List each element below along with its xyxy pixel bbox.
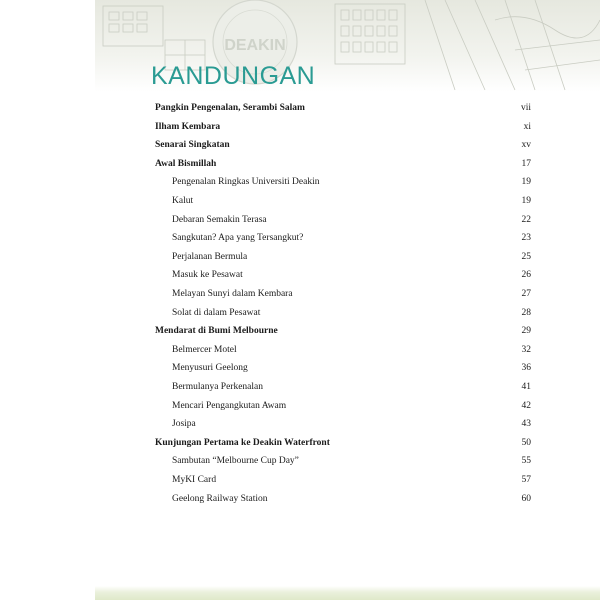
toc-entry-page-number: 43 xyxy=(521,419,531,430)
toc-entry-page-number: 19 xyxy=(521,196,531,206)
toc-entry-label: Geelong Railway Station xyxy=(172,493,268,504)
toc-entry-label: Solat di dalam Pesawat xyxy=(172,307,261,318)
toc-subsection-entry xyxy=(172,231,531,245)
toc-entry-page-number: vii xyxy=(520,103,531,113)
toc-entry-label: Mendarat di Bumi Melbourne xyxy=(155,326,278,337)
toc-subsection-entry xyxy=(172,213,531,227)
toc-subsection-entry xyxy=(172,343,531,357)
toc-chapter-entry xyxy=(155,101,531,115)
toc-entry-label: Pangkin Pengenalan, Serambi Salam xyxy=(155,103,305,113)
toc-entry-label: Pengenalan Ringkas Universiti Deakin xyxy=(172,177,320,188)
toc-entry-page-number: xv xyxy=(521,140,531,151)
toc-entry-label: Perjalanan Bermula xyxy=(172,251,248,262)
footer-band xyxy=(95,586,600,600)
toc-entry-page-number: 60 xyxy=(521,493,531,504)
toc-entry-page-number: 42 xyxy=(521,400,531,411)
toc-entry-label: Josipa xyxy=(172,419,196,430)
toc-entry-label: Kunjungan Pertama ke Deakin Waterfront xyxy=(155,437,330,448)
toc-chapter-entry xyxy=(155,324,531,338)
toc-entry-page-number: 19 xyxy=(521,177,531,188)
toc-entry-page-number: 50 xyxy=(521,437,531,448)
toc-subsection-entry xyxy=(172,361,531,375)
toc-subsection-entry xyxy=(172,175,531,189)
toc-subsection-entry xyxy=(172,399,531,413)
toc-subsection-entry xyxy=(172,454,531,468)
toc-entry-label: Melayan Sunyi dalam Kembara xyxy=(172,289,293,299)
toc-chapter-entry xyxy=(155,436,531,450)
toc-entry-label: Awal Bismillah xyxy=(155,158,217,169)
book-page xyxy=(95,0,600,600)
toc-entry-page-number: 36 xyxy=(521,363,531,374)
toc-entry-page-number: xi xyxy=(523,121,531,132)
toc-entry-page-number: 26 xyxy=(521,270,531,281)
toc-chapter-entry xyxy=(155,120,531,134)
toc-entry-page-number: 22 xyxy=(521,214,531,225)
toc-subsection-entry xyxy=(172,268,531,282)
toc-entry-label: MyKI Card xyxy=(172,475,217,485)
toc-entry-page-number: 23 xyxy=(521,233,531,244)
toc-entry-label: Debaran Semakin Terasa xyxy=(172,214,267,225)
toc-entry-page-number: 17 xyxy=(521,158,531,169)
toc-chapter-entry xyxy=(155,157,531,171)
toc-subsection-entry xyxy=(172,306,531,320)
toc-entry-page-number: 27 xyxy=(521,289,531,299)
toc-subsection-entry xyxy=(172,250,531,264)
toc-subsection-entry xyxy=(172,417,531,431)
toc-chapter-entry xyxy=(155,138,531,152)
toc-entry-label: Masuk ke Pesawat xyxy=(172,270,243,281)
toc-entry-label: Sangkutan? Apa yang Tersangkut? xyxy=(172,233,304,244)
toc-entry-label: Sambutan “Melbourne Cup Day” xyxy=(172,456,299,467)
page-title: KANDUNGAN xyxy=(151,62,316,90)
toc-entry-label: Belmercer Motel xyxy=(172,344,237,355)
toc-subsection-entry xyxy=(172,287,531,301)
toc-entry-label: Bermulanya Perkenalan xyxy=(172,382,264,392)
toc-entry-page-number: 57 xyxy=(521,475,531,485)
toc-subsection-entry xyxy=(172,492,531,506)
toc-entry-page-number: 32 xyxy=(521,344,531,355)
toc-subsection-entry xyxy=(172,380,531,394)
toc-entry-label: Menyusuri Geelong xyxy=(172,363,248,374)
toc-subsection-entry xyxy=(172,473,531,487)
deakin-logo-text: DEAKIN xyxy=(224,37,286,54)
toc-entry-page-number: 28 xyxy=(521,307,531,318)
toc-entry-label: Senarai Singkatan xyxy=(155,140,230,151)
toc-entry-page-number: 25 xyxy=(521,251,531,262)
toc-entry-page-number: 55 xyxy=(521,456,531,467)
toc-entry-page-number: 29 xyxy=(521,326,531,337)
toc-entry-label: Ilham Kembara xyxy=(155,121,221,132)
toc-entry-page-number: 41 xyxy=(521,382,531,392)
toc-entry-label: Mencari Pengangkutan Awam xyxy=(172,400,287,411)
toc-subsection-entry xyxy=(172,194,531,208)
toc-entry-label: Kalut xyxy=(172,196,194,206)
